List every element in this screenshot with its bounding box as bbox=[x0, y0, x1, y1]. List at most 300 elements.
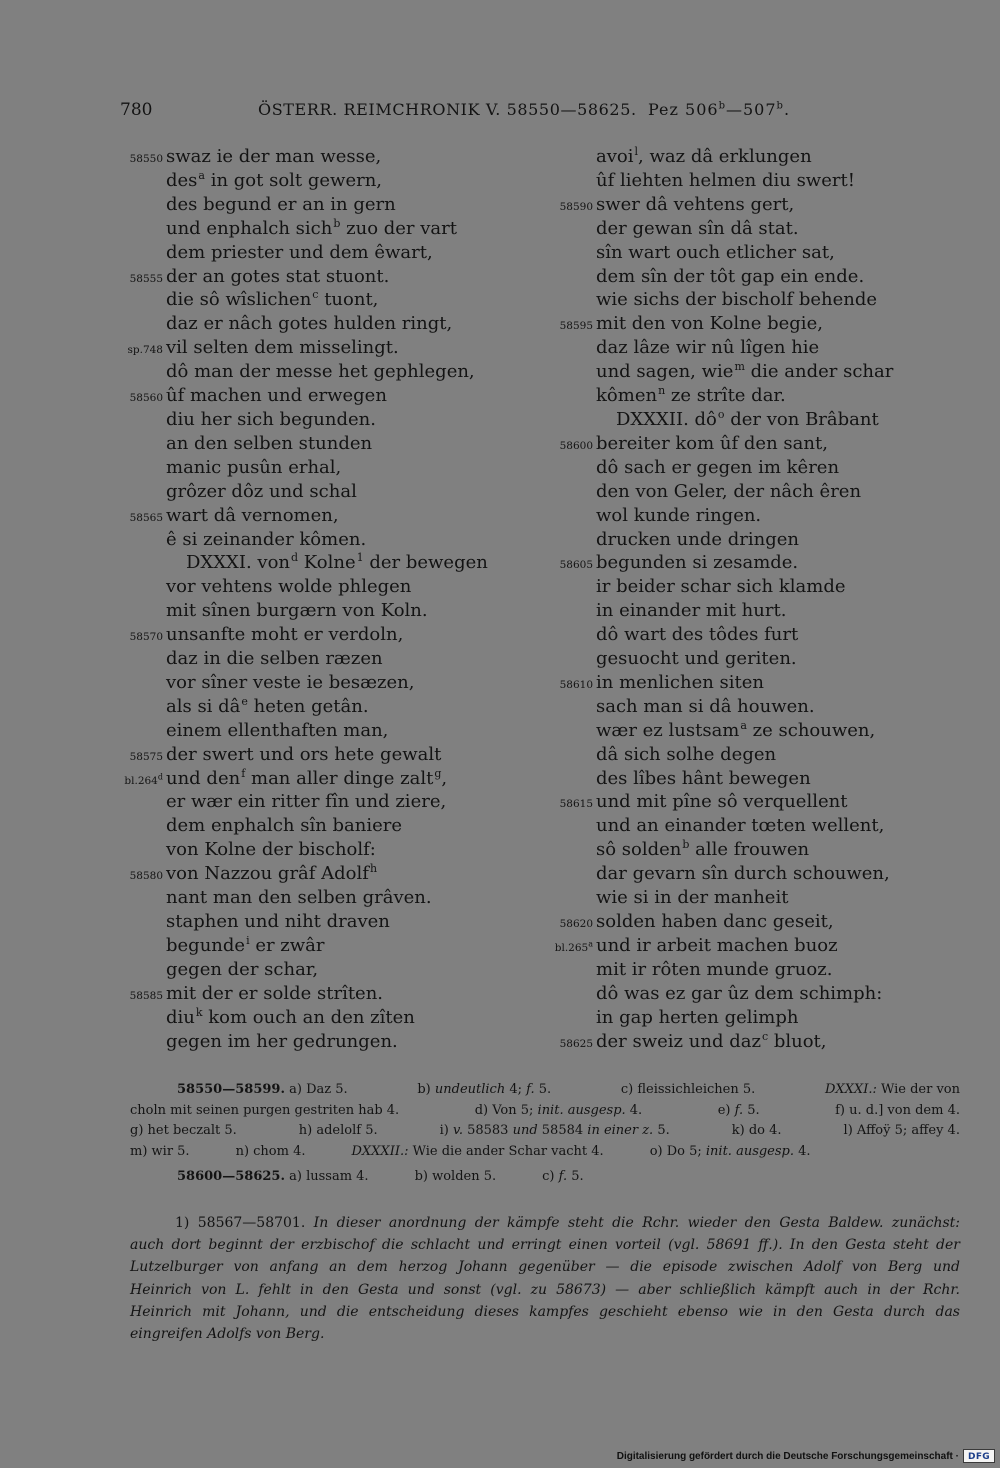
text-run: 5. bbox=[743, 1102, 760, 1118]
italic-run: f. bbox=[734, 1102, 744, 1118]
verse-text bbox=[166, 624, 403, 645]
verse-line bbox=[546, 193, 893, 217]
verse-line bbox=[546, 480, 893, 504]
text-run: i) bbox=[439, 1123, 454, 1138]
line-number: 58560 bbox=[129, 392, 163, 405]
apparatus-entry bbox=[621, 1080, 755, 1101]
text-run: und mit pîne sô verquellent bbox=[596, 791, 848, 813]
text-run: manic pusûn erhal, bbox=[166, 456, 342, 478]
text-run: mit der er solde strîten. bbox=[166, 982, 384, 1004]
line-number: 58555 bbox=[129, 272, 163, 285]
verse-line bbox=[546, 288, 893, 312]
verse-text bbox=[166, 313, 452, 334]
text-run: dô man der messe het gephlegen, bbox=[166, 361, 475, 383]
verse-line bbox=[116, 312, 488, 336]
verse-line bbox=[116, 599, 488, 623]
verse-line bbox=[546, 719, 893, 743]
verse-line bbox=[116, 814, 488, 838]
apparatus bbox=[130, 1080, 960, 1188]
folio-label: sp.748 bbox=[127, 344, 163, 357]
line-number: 58600 bbox=[559, 439, 593, 452]
verse-text bbox=[596, 744, 776, 765]
superscript: c bbox=[761, 1029, 769, 1043]
verse-line bbox=[116, 767, 488, 791]
verse-line bbox=[116, 145, 488, 169]
verse-text bbox=[596, 1031, 827, 1052]
italic-run: auch dort beginnt der erzbischof die schlacht und erringt einen vorteil (vgl. 58691 ff.). In den Gesta steht der bbox=[130, 1237, 960, 1254]
text-run: an den selben stunden bbox=[166, 432, 373, 454]
line-number: 58570 bbox=[129, 631, 163, 644]
verse-text bbox=[166, 146, 381, 167]
superscript: d bbox=[291, 551, 299, 565]
text-run: 5. bbox=[534, 1082, 552, 1097]
bold-run: 58550—58599. bbox=[177, 1082, 285, 1097]
verse-text bbox=[596, 457, 839, 478]
verse-line bbox=[116, 265, 488, 289]
text-run: des bbox=[166, 169, 198, 191]
verse-line bbox=[546, 958, 893, 982]
text-run: der sweiz und daz bbox=[596, 1030, 761, 1052]
text-run: a) lussam 4. bbox=[284, 1169, 369, 1184]
text-run: ê si zeinander kômen. bbox=[166, 528, 367, 550]
apparatus-entry bbox=[732, 1121, 782, 1142]
verse-text bbox=[166, 744, 441, 765]
text-run: Pez 506 bbox=[648, 100, 719, 119]
apparatus-line bbox=[130, 1080, 960, 1101]
verse-line bbox=[116, 193, 488, 217]
text-run: in einander mit hurt. bbox=[596, 600, 787, 622]
line-number: 58550 bbox=[129, 153, 163, 165]
text-run: mit sînen burgærn von Koln. bbox=[166, 600, 428, 622]
text-run: dâ sich solhe degen bbox=[596, 743, 777, 765]
text-run: Wie die ander Schar vacht 4. bbox=[408, 1143, 604, 1159]
verse-line bbox=[116, 480, 488, 504]
verse-text bbox=[166, 1031, 398, 1052]
verse-line bbox=[546, 838, 893, 862]
note-line bbox=[130, 1323, 960, 1345]
text-run: dem priester und dem êwart, bbox=[166, 241, 433, 263]
apparatus-entry bbox=[415, 1167, 497, 1188]
verse-line bbox=[116, 288, 488, 312]
verse-line bbox=[546, 551, 893, 575]
verse-line bbox=[116, 862, 488, 886]
verse-text bbox=[596, 361, 893, 382]
text-run: daz er nâch gotes hulden ringt, bbox=[166, 313, 453, 335]
line-number: 58590 bbox=[559, 200, 593, 213]
text-run: man aller dinge zalt bbox=[245, 767, 434, 789]
verse-line bbox=[546, 1006, 893, 1030]
apparatus-entry bbox=[440, 1121, 670, 1142]
verse-line bbox=[116, 169, 488, 193]
note-line bbox=[130, 1234, 960, 1256]
italic-run: v. bbox=[453, 1123, 463, 1138]
verse-line bbox=[546, 599, 893, 623]
verse-text bbox=[596, 815, 884, 836]
verse-line bbox=[116, 408, 488, 432]
verse-text bbox=[166, 791, 446, 812]
line-number: 58605 bbox=[559, 559, 593, 572]
verse-line bbox=[546, 1030, 893, 1054]
text-run: gegen der schar, bbox=[166, 958, 319, 980]
apparatus-entry bbox=[299, 1121, 378, 1142]
bold-run: 58600—58625. bbox=[177, 1169, 285, 1184]
verse-line bbox=[546, 456, 893, 480]
verse-line bbox=[546, 934, 893, 958]
superscript: i bbox=[246, 933, 250, 947]
text-run: wie si in der manheit bbox=[596, 887, 789, 909]
note-line bbox=[130, 1212, 960, 1234]
verse-text bbox=[166, 289, 378, 310]
superscript: b bbox=[682, 838, 690, 852]
verse-line bbox=[546, 336, 893, 360]
text-run: der bewegen bbox=[363, 552, 488, 574]
superscript: n bbox=[658, 384, 666, 398]
verse-text bbox=[166, 457, 341, 478]
apparatus-entry bbox=[130, 1121, 237, 1142]
verse-text bbox=[596, 863, 890, 884]
italic-run: Heinrich mit Johann, und die entscheidung dieses kampfes geschieht ebenso wie in den Gesta durch das bbox=[130, 1303, 960, 1320]
verse-text bbox=[166, 170, 382, 191]
verse-text bbox=[596, 529, 799, 550]
verse-line bbox=[116, 217, 488, 241]
text-run: und sagen, wie bbox=[596, 361, 734, 383]
apparatus-entry bbox=[835, 1101, 960, 1122]
text-run: wol kunde ringen. bbox=[596, 504, 762, 526]
note-line bbox=[130, 1256, 960, 1278]
verse-text bbox=[596, 1007, 799, 1028]
verse-text bbox=[166, 983, 383, 1004]
text-run: mit ir rôten munde gruoz. bbox=[596, 958, 833, 980]
verse-text bbox=[166, 409, 376, 430]
text-run: daz in die selben ræzen bbox=[166, 648, 383, 670]
superscript: b bbox=[776, 100, 784, 112]
text-run: der von Brâbant bbox=[724, 408, 879, 430]
verse-column-right bbox=[546, 145, 893, 1053]
apparatus-line bbox=[130, 1167, 960, 1188]
verse-text bbox=[166, 505, 339, 526]
verse-text bbox=[596, 433, 828, 454]
verse-line bbox=[546, 217, 893, 241]
verse-text bbox=[596, 385, 786, 406]
verse-text bbox=[596, 170, 855, 191]
text-run: ir beider schar sich klamde bbox=[596, 576, 846, 598]
verse-line bbox=[546, 169, 893, 193]
verse-line bbox=[116, 528, 488, 552]
verse-line bbox=[116, 743, 488, 767]
superscript: c bbox=[312, 288, 319, 302]
verse-text bbox=[596, 576, 846, 597]
pez-reference bbox=[648, 100, 790, 120]
verse-text bbox=[166, 266, 389, 287]
text-run: begunden si zesamde. bbox=[596, 552, 799, 574]
line-number: 58565 bbox=[129, 511, 163, 524]
text-run: ûf machen und erwegen bbox=[166, 385, 387, 407]
folio-label: bl.264 bbox=[124, 774, 158, 787]
verse-text bbox=[596, 146, 812, 167]
verse-line bbox=[116, 384, 488, 408]
verse-line bbox=[546, 767, 893, 791]
text-run: gegen im her gedrungen. bbox=[166, 1030, 398, 1052]
text-run: d) Von 5; bbox=[474, 1102, 538, 1118]
apparatus-entry bbox=[650, 1142, 811, 1163]
verse-line bbox=[546, 384, 893, 408]
text-run: als si dâ bbox=[166, 695, 241, 717]
verse-line bbox=[116, 1006, 488, 1030]
verse-line bbox=[546, 647, 893, 671]
superscript: h bbox=[369, 862, 378, 876]
superscript: k bbox=[195, 1005, 203, 1019]
verse-text bbox=[166, 839, 376, 860]
text-run: alle frouwen bbox=[689, 839, 810, 861]
superscript: l bbox=[634, 145, 639, 158]
verse-text bbox=[596, 289, 877, 310]
text-run: DXXXI. von bbox=[186, 552, 291, 574]
apparatus-entry bbox=[475, 1101, 643, 1122]
text-run: 4; bbox=[505, 1082, 527, 1097]
text-run: 4. bbox=[794, 1143, 811, 1159]
text-run: einem ellenthaften man, bbox=[166, 719, 389, 741]
verse-line bbox=[116, 432, 488, 456]
italic-run: init. ausgesp. bbox=[705, 1143, 795, 1159]
verse-line bbox=[116, 504, 488, 528]
superscript: b bbox=[718, 100, 726, 112]
text-run: der swert und ors hete gewalt bbox=[166, 743, 442, 765]
text-run: sach man si dâ houwen. bbox=[596, 695, 815, 717]
text-run: avoi bbox=[596, 146, 634, 167]
text-run: begunde bbox=[166, 934, 246, 956]
text-run: , waz dâ erklungen bbox=[638, 146, 812, 167]
verse-line bbox=[116, 241, 488, 265]
line-number: 58615 bbox=[559, 798, 593, 811]
superscript: a bbox=[198, 168, 205, 182]
text-run: und ir arbeit machen buoz bbox=[596, 934, 838, 956]
text-run: —507 bbox=[725, 100, 777, 119]
verse-line bbox=[116, 623, 488, 647]
text-run: a) Daz 5. bbox=[284, 1082, 348, 1097]
text-run: von Nazzou grâf Adolf bbox=[166, 863, 369, 885]
verse-line bbox=[116, 910, 488, 934]
text-run: staphen und niht draven bbox=[166, 911, 390, 932]
italic-run: undeutlich bbox=[434, 1082, 506, 1097]
verse-text bbox=[166, 815, 402, 836]
italic-run: in einer z. bbox=[587, 1123, 654, 1138]
verse-text bbox=[596, 218, 799, 239]
verse-line bbox=[546, 790, 893, 814]
verse-text bbox=[166, 385, 387, 406]
verse-text bbox=[166, 529, 366, 550]
text-run: und den bbox=[166, 767, 241, 789]
verse-text bbox=[166, 1007, 415, 1028]
text-run: des begund er an in gern bbox=[166, 193, 396, 215]
verse-text bbox=[166, 481, 357, 502]
verse-text bbox=[166, 242, 433, 263]
text-run: Wie der von bbox=[876, 1082, 960, 1097]
text-run: dô sach er gegen im kêren bbox=[596, 456, 840, 478]
dfg-logo: DFG bbox=[963, 1449, 995, 1463]
superscript: a bbox=[588, 939, 593, 949]
verse-text bbox=[166, 959, 318, 980]
text-run: swer dâ vehtens gert, bbox=[596, 193, 795, 215]
text-run: m) wir 5. bbox=[130, 1143, 190, 1159]
text-run: . bbox=[783, 100, 791, 119]
verse-line bbox=[546, 910, 893, 934]
line-number: 58595 bbox=[559, 320, 593, 333]
italic-run: f. bbox=[558, 1169, 568, 1184]
verse-line bbox=[546, 360, 893, 384]
italic-run: f. bbox=[526, 1082, 535, 1097]
superscript: o bbox=[717, 407, 725, 421]
verse-line bbox=[116, 671, 488, 695]
text-run: vor sîner veste ie besæzen, bbox=[166, 671, 415, 693]
verse-line bbox=[546, 528, 893, 552]
text-run: vor vehtens wolde phlegen bbox=[166, 576, 412, 598]
text-run: dô was ez gar ûz dem schimph: bbox=[596, 982, 883, 1004]
text-run: zuo der vart bbox=[340, 217, 457, 239]
text-run: 1) 58567—58701. bbox=[175, 1215, 314, 1231]
verse-text bbox=[166, 863, 377, 884]
apparatus-entry bbox=[177, 1080, 348, 1101]
verse-text bbox=[596, 600, 786, 621]
apparatus-entry bbox=[177, 1167, 369, 1188]
verse-line bbox=[116, 838, 488, 862]
verse-text bbox=[596, 194, 794, 215]
verse-line bbox=[116, 958, 488, 982]
text-run: wie sichs der bischolf behende bbox=[596, 289, 878, 311]
text-run: tuont, bbox=[318, 289, 379, 311]
text-run: o) Do 5; bbox=[649, 1143, 706, 1159]
text-run: mit den von Kolne begie, bbox=[596, 313, 823, 335]
text-run: h) adelolf 5. bbox=[298, 1123, 378, 1138]
text-run: l) Affoÿ 5; affey 4. bbox=[843, 1123, 960, 1138]
folio-label: bl.265 bbox=[554, 941, 589, 954]
verse-line bbox=[546, 862, 893, 886]
text-run: choln mit seinen purgen gestriten hab 4. bbox=[130, 1102, 400, 1118]
verse-text bbox=[166, 552, 488, 573]
superscript: 1 bbox=[356, 551, 364, 565]
text-run: solden haben danc geseit, bbox=[596, 911, 834, 932]
verse-line bbox=[546, 145, 893, 169]
text-run: den von Geler, der nâch êren bbox=[596, 480, 862, 502]
verse-text bbox=[166, 768, 447, 789]
verse-text bbox=[166, 194, 396, 215]
note-line bbox=[130, 1301, 960, 1323]
verse-text bbox=[166, 576, 411, 597]
text-run: sô solden bbox=[596, 839, 682, 861]
section-heading-line bbox=[116, 551, 488, 575]
text-run: von Kolne der bischolf: bbox=[166, 839, 376, 861]
verse-line bbox=[546, 982, 893, 1006]
line-number: 58575 bbox=[129, 750, 163, 763]
verse-text bbox=[596, 696, 815, 717]
verse-text bbox=[596, 839, 809, 860]
text-run: der an gotes stat stuont. bbox=[166, 265, 390, 287]
line-number: 58625 bbox=[559, 1037, 593, 1050]
verse-text bbox=[596, 313, 823, 334]
verse-line bbox=[546, 504, 893, 528]
verse-text bbox=[596, 959, 832, 980]
text-run: dem sîn der tôt gap ein ende. bbox=[596, 265, 865, 287]
text-run: wart dâ vernomen, bbox=[166, 504, 339, 526]
text-run: diu her sich begunden. bbox=[166, 408, 376, 430]
text-run: k) do 4. bbox=[731, 1123, 782, 1138]
verse-text bbox=[166, 672, 414, 693]
verse-line bbox=[546, 814, 893, 838]
text-run: grôzer dôz und schal bbox=[166, 480, 357, 502]
verse-text bbox=[166, 720, 388, 741]
verse-text bbox=[166, 648, 383, 669]
text-run: c) fleissichleichen 5. bbox=[620, 1082, 756, 1097]
verse-text bbox=[166, 361, 475, 382]
verse-text bbox=[596, 887, 788, 908]
text-run: f) u. d.] von dem 4. bbox=[835, 1102, 960, 1118]
verse-line bbox=[546, 671, 893, 695]
text-run: 58583 bbox=[462, 1123, 513, 1138]
text-run: ze schouwen, bbox=[746, 719, 876, 741]
verse-line bbox=[116, 695, 488, 719]
verse-text bbox=[596, 983, 882, 1004]
funding-credit: Digitalisierung gefördert durch die Deutsche Forschungsgemeinschaft · bbox=[616, 1450, 959, 1462]
verse-text bbox=[596, 266, 864, 287]
commentary-notes bbox=[130, 1212, 960, 1345]
section-heading-line bbox=[546, 408, 893, 432]
text-run: nant man den selben grâven. bbox=[166, 887, 432, 909]
verse-line bbox=[546, 575, 893, 599]
text-run: bereiter kom ûf den sant, bbox=[596, 432, 828, 454]
text-run: , bbox=[441, 767, 448, 789]
text-run: gesuocht und geriten. bbox=[596, 648, 797, 670]
apparatus-entry bbox=[718, 1101, 760, 1122]
superscript: g bbox=[434, 766, 442, 780]
verse-text bbox=[596, 648, 797, 669]
verse-text bbox=[166, 911, 390, 932]
text-run: und an einander tœten wellent, bbox=[596, 815, 885, 837]
text-run: drucken unde dringen bbox=[596, 528, 800, 550]
text-run: wær ez lustsam bbox=[596, 719, 740, 741]
apparatus-entry bbox=[130, 1142, 190, 1163]
text-run: daz lâze wir nû lîgen hie bbox=[596, 337, 820, 359]
apparatus-entry bbox=[542, 1167, 584, 1188]
italic-run: init. ausgesp. bbox=[537, 1102, 626, 1118]
apparatus-entry bbox=[236, 1142, 306, 1163]
text-run: er zwâr bbox=[249, 934, 325, 956]
superscript: e bbox=[241, 694, 248, 708]
verse-line bbox=[116, 360, 488, 384]
superscript: b bbox=[333, 216, 341, 230]
verse-line bbox=[116, 982, 488, 1006]
text-run: kômen bbox=[596, 385, 658, 407]
text-run: sîn wart ouch etlicher sat, bbox=[596, 241, 835, 263]
text-run: dar gevarn sîn durch schouwen, bbox=[596, 863, 890, 885]
line-number: 58610 bbox=[559, 678, 593, 691]
text-run: in gap herten gelimph bbox=[596, 1006, 799, 1028]
verse-text bbox=[596, 791, 847, 812]
verse-line bbox=[116, 647, 488, 671]
text-run: n) chom 4. bbox=[235, 1143, 306, 1159]
verse-text bbox=[596, 337, 819, 358]
text-run: Kolne bbox=[298, 552, 356, 574]
text-run: b) wolden 5. bbox=[414, 1169, 497, 1184]
text-run: 5. bbox=[567, 1169, 584, 1184]
text-run: heten getân. bbox=[247, 695, 369, 717]
verse-line bbox=[546, 241, 893, 265]
verse-line bbox=[116, 719, 488, 743]
apparatus-entry bbox=[352, 1142, 604, 1163]
text-run: 58584 bbox=[537, 1123, 588, 1138]
verse-text bbox=[596, 672, 764, 693]
apparatus-entry bbox=[825, 1080, 960, 1101]
text-run: b) bbox=[417, 1082, 435, 1097]
apparatus-entry bbox=[130, 1101, 399, 1122]
